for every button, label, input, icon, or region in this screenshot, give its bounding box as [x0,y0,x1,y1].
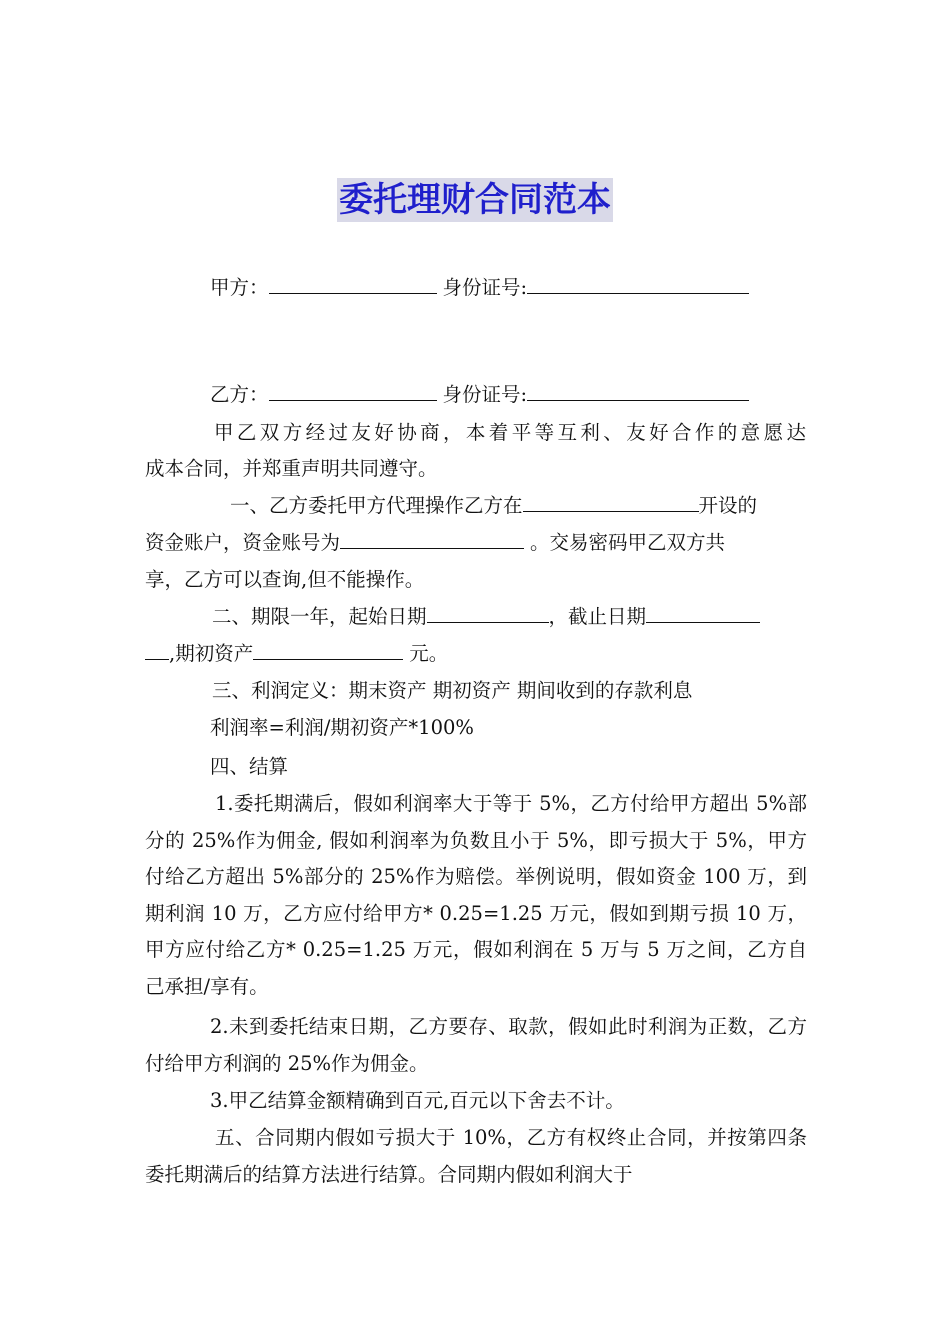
end-date-blank[interactable] [646,600,760,623]
start-date-blank[interactable] [427,600,549,623]
section-2-text-d: 元。 [409,642,449,665]
section-4-clause-1: 1.委托期满后，假如利润率大于等于 5%，乙方付给甲方超出 5%部分的 25%作为佣金, 假如利润率为负数且小于 5%，即亏损大于 5%，甲方付给乙方超出 5%部分的 25%作为赔偿。举例说明，假如资金 100 万，到期利润 10 万，乙方应付给甲方* 0.25=1.25 万元，假如到期亏损 10 万，甲方应付给乙方* 0.25=1.25 万元，假如利润在 5 万与 5 万之间，乙方自己承担/享有。 [145,792,807,998]
party-a-line [210,270,749,306]
party-b-name-blank[interactable] [269,378,437,401]
section-2-line-2 [145,636,448,672]
section-3-line-2: 利润率=利润/期初资产*100% [210,716,474,739]
section-4-heading: 四、结算 [210,755,289,778]
title-text: 委托理财合同范本 [339,180,611,220]
party-a-name-blank[interactable] [269,271,437,294]
section-4-clause-3: 3.甲乙结算金额精确到百元,百元以下舍去不计。 [210,1089,625,1112]
party-b-label: 乙方： [210,383,269,406]
section-1-line-1 [230,488,757,524]
document-title [0,178,950,222]
party-a-id-label: 身份证号: [442,276,528,299]
section-1-text-a: 一、乙方委托甲方代理操作乙方在 [230,494,523,517]
section-1-line-2 [145,525,725,561]
section-2-text-a: 二、期限一年，起始日期 [212,605,427,628]
party-b-id-label: 身份证号: [442,383,528,406]
section-5-text: 五、合同期内假如亏损大于 10%，乙方有权终止合同，并按第四条委托期满后的结算方法进行结算。合同期内假如利润大于 [145,1126,807,1186]
section-2-text-b: ，截止日期 [548,605,647,628]
initial-assets-blank[interactable] [253,637,403,660]
section-1-account-blank[interactable] [340,526,524,549]
party-a-id-blank[interactable] [527,271,749,294]
section-1-text-c: 资金账户，资金账号为 [145,531,341,554]
party-b-line [210,377,749,413]
section-3-line-1: 三、利润定义：期末资产 期初资产 期间收到的存款利息 [212,679,693,702]
party-a-label: 甲方： [210,276,269,299]
section-1-text-d: 。交易密码甲乙双方共 [530,531,726,554]
intro-line-2: 成本合同，并郑重声明共同遵守。 [145,457,438,480]
section-2-text-c: ,期初资产 [169,642,254,665]
section-1-bank-blank[interactable] [523,489,699,512]
party-b-id-blank[interactable] [527,378,749,401]
section-1-line-3: 享，乙方可以查询,但不能操作。 [145,568,425,591]
intro-line-1: 甲乙双方经过友好协商，本着平等互利、友好合作的意愿达 [214,421,806,444]
section-1-text-b: 开设的 [698,494,758,517]
section-2-line-1 [212,599,760,635]
end-date-blank-cont[interactable] [145,637,169,660]
section-4-clause-2: 2.未到委托结束日期，乙方要存、取款，假如此时利润为正数，乙方付给甲方利润的 25%作为佣金。 [145,1015,807,1075]
